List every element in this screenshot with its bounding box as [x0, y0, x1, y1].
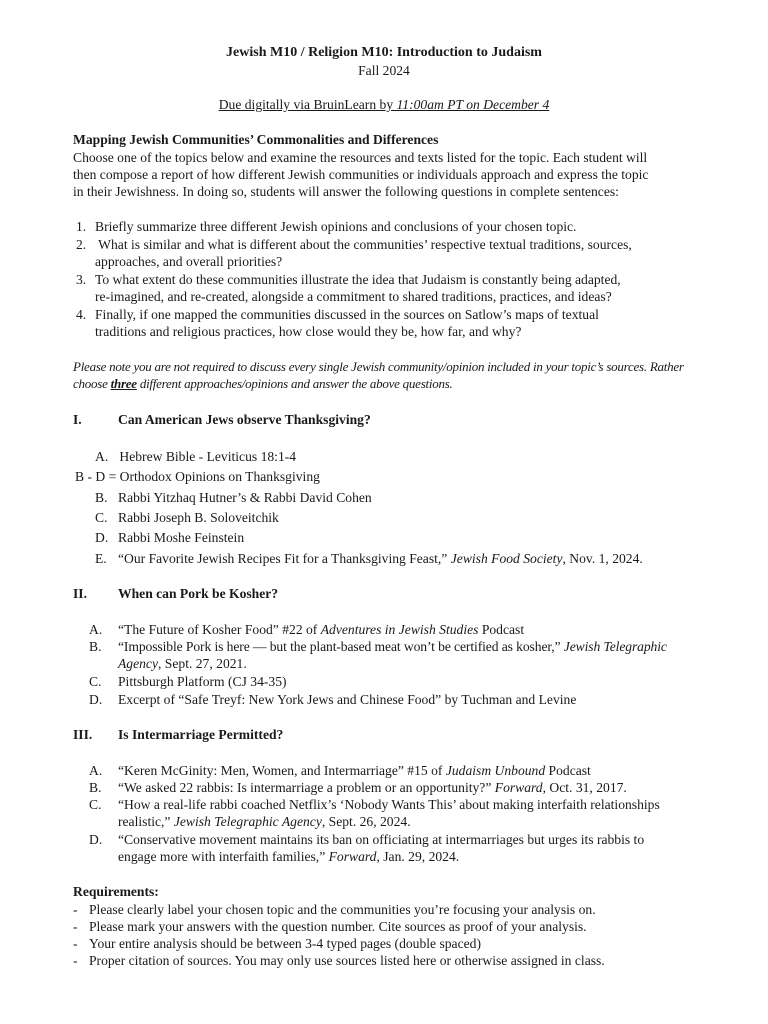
source-publication: Forward — [494, 780, 543, 795]
source-item: “Conservative movement maintains its ban on officiating at intermarriages but urges its rabbis to — [118, 832, 645, 847]
item-letter: E. — [95, 551, 107, 566]
item-letter: C. — [89, 797, 102, 812]
item-letter: B. — [95, 490, 108, 505]
item-letter: A. — [89, 622, 103, 637]
due-line — [0, 96, 768, 113]
topic-numeral: I. — [73, 412, 82, 427]
question-text: re-imagined, and re-created, alongside a commitment to shared traditions, practices, and ideas? — [95, 289, 612, 304]
topic-title: When can Pork be Kosher? — [118, 586, 279, 601]
question-text: approaches, and overall priorities? — [95, 254, 283, 269]
source-text: , Jan. 29, 2024. — [376, 849, 460, 864]
note-text: different approaches/opinions and answer the above questions. — [136, 376, 453, 391]
bullet: - — [73, 953, 78, 968]
source-item: Rabbi Joseph B. Soloveitchik — [118, 510, 279, 525]
topic-numeral: III. — [73, 727, 93, 742]
assignment-heading: Mapping Jewish Communities’ Commonalities and Differences — [73, 132, 439, 147]
source-item-continued — [118, 655, 247, 672]
item-letter: B. — [89, 639, 102, 654]
item-letter: D. — [89, 832, 103, 847]
topic-title: Can American Jews observe Thanksgiving? — [118, 412, 371, 427]
source-publication: Forward — [328, 849, 377, 864]
question-text: To what extent do these communities illustrate the idea that Judaism is constantly being adapted, — [95, 272, 621, 287]
term: Fall 2024 — [358, 63, 410, 78]
source-publication: Judaism Unbound — [445, 763, 546, 778]
source-item: “How a real-life rabbi coached Netflix’s ‘Nobody Wants This’ about making interfaith relationships — [118, 797, 660, 812]
source-item — [118, 621, 524, 638]
source-publication: Agency — [118, 656, 158, 671]
source-text: , Sept. 26, 2024. — [321, 814, 411, 829]
source-text: “We asked 22 rabbis: Is intermarriage a problem or an opportunity?” — [118, 780, 495, 795]
source-item: Pittsburgh Platform (CJ 34-35) — [118, 674, 287, 689]
due-prefix: Due digitally via BruinLearn by — [218, 97, 397, 112]
source-item — [118, 779, 627, 796]
source-publication: Jewish Food Society — [450, 551, 563, 566]
source-text: realistic,” — [118, 814, 174, 829]
source-text: , Oct. 31, 2017. — [542, 780, 627, 795]
requirement-item: Proper citation of sources. You may only use sources listed here or otherwise assigned in class. — [89, 953, 605, 968]
source-text: “Our Favorite Jewish Recipes Fit for a Thanksgiving Feast,” — [118, 551, 451, 566]
source-item — [118, 762, 591, 779]
requirement-item: Your entire analysis should be between 3-4 typed pages (double spaced) — [89, 936, 481, 951]
bullet: - — [73, 902, 78, 917]
source-publication: Jewish Telegraphic — [563, 639, 667, 654]
source-text: Podcast — [545, 763, 591, 778]
source-text: , Sept. 27, 2021. — [158, 656, 247, 671]
item-letter: C. — [89, 674, 102, 689]
note-line: Please note you are not required to discuss every single Jewish community/opinion included in your topic’s sources. Rather — [73, 359, 684, 374]
note-emphasis: three — [110, 376, 137, 391]
item-letter: A. — [89, 763, 103, 778]
topic-numeral: II. — [73, 586, 87, 601]
bullet: - — [73, 919, 78, 934]
requirement-item: Please clearly label your chosen topic and the communities you’re focusing your analysis on. — [89, 902, 596, 917]
source-item: Excerpt of “Safe Treyf: New York Jews and Chinese Food” by Tuchman and Levine — [118, 692, 577, 707]
question-text: traditions and religious practices, how close would they be, how far, and why? — [95, 324, 522, 339]
source-item-continued — [118, 813, 411, 830]
source-item — [118, 550, 643, 567]
source-item: Rabbi Moshe Feinstein — [118, 530, 245, 545]
question-number: 1. — [76, 219, 87, 234]
question-text: Briefly summarize three different Jewish opinions and conclusions of your chosen topic. — [95, 219, 577, 234]
source-text: “Keren McGinity: Men, Women, and Intermarriage” #15 of — [118, 763, 446, 778]
source-publication: Adventures in Jewish Studies — [320, 622, 479, 637]
note-line — [73, 375, 453, 392]
source-item: Rabbi Yitzhaq Hutner’s & Rabbi David Cohen — [118, 490, 372, 505]
requirement-item: Please mark your answers with the question number. Cite sources as proof of your analysis. — [89, 919, 587, 934]
intro-line: Choose one of the topics below and examine the resources and texts listed for the topic. Each student will — [73, 150, 648, 165]
source-text: Podcast — [478, 622, 525, 637]
requirements-heading: Requirements: — [73, 884, 159, 899]
course-title: Jewish M10 / Religion M10: Introduction to Judaism — [226, 45, 542, 60]
source-item — [118, 638, 667, 655]
note-text: choose — [73, 376, 111, 391]
question-number: 4. — [76, 307, 87, 322]
question-number: 3. — [76, 272, 87, 287]
source-publication: Jewish Telegraphic Agency — [173, 814, 322, 829]
item-letter: B. — [89, 780, 102, 795]
source-text: , Nov. 1, 2024. — [562, 551, 643, 566]
bullet: - — [73, 936, 78, 951]
item-letter: D. — [95, 530, 109, 545]
source-item-continued — [118, 848, 459, 865]
question-text: Finally, if one mapped the communities discussed in the sources on Satlow’s maps of textual — [95, 307, 599, 322]
source-text: engage more with interfaith families,” — [118, 849, 329, 864]
source-item: Hebrew Bible - Leviticus 18:1-4 — [116, 449, 297, 464]
question-number: 2. — [76, 237, 87, 252]
source-group-label: B - D = Orthodox Opinions on Thanksgiving — [75, 469, 320, 484]
topic-title: Is Intermarriage Permitted? — [118, 727, 284, 742]
intro-line: then compose a report of how different Jewish communities or individuals approach and express the topic — [73, 167, 649, 182]
source-text: “Impossible Pork is here — but the plant-based meat won’t be certified as kosher,” — [118, 639, 564, 654]
item-letter: C. — [95, 510, 108, 525]
due-time: 11:00am PT on December 4 — [396, 97, 550, 112]
intro-line: in their Jewishness. In doing so, students will answer the following questions in complete sentences: — [73, 184, 619, 199]
item-letter: A. — [95, 449, 109, 464]
source-text: “The Future of Kosher Food” #22 of — [118, 622, 321, 637]
item-letter: D. — [89, 692, 103, 707]
question-text: What is similar and what is different about the communities’ respective textual traditions, sources, — [95, 237, 632, 252]
